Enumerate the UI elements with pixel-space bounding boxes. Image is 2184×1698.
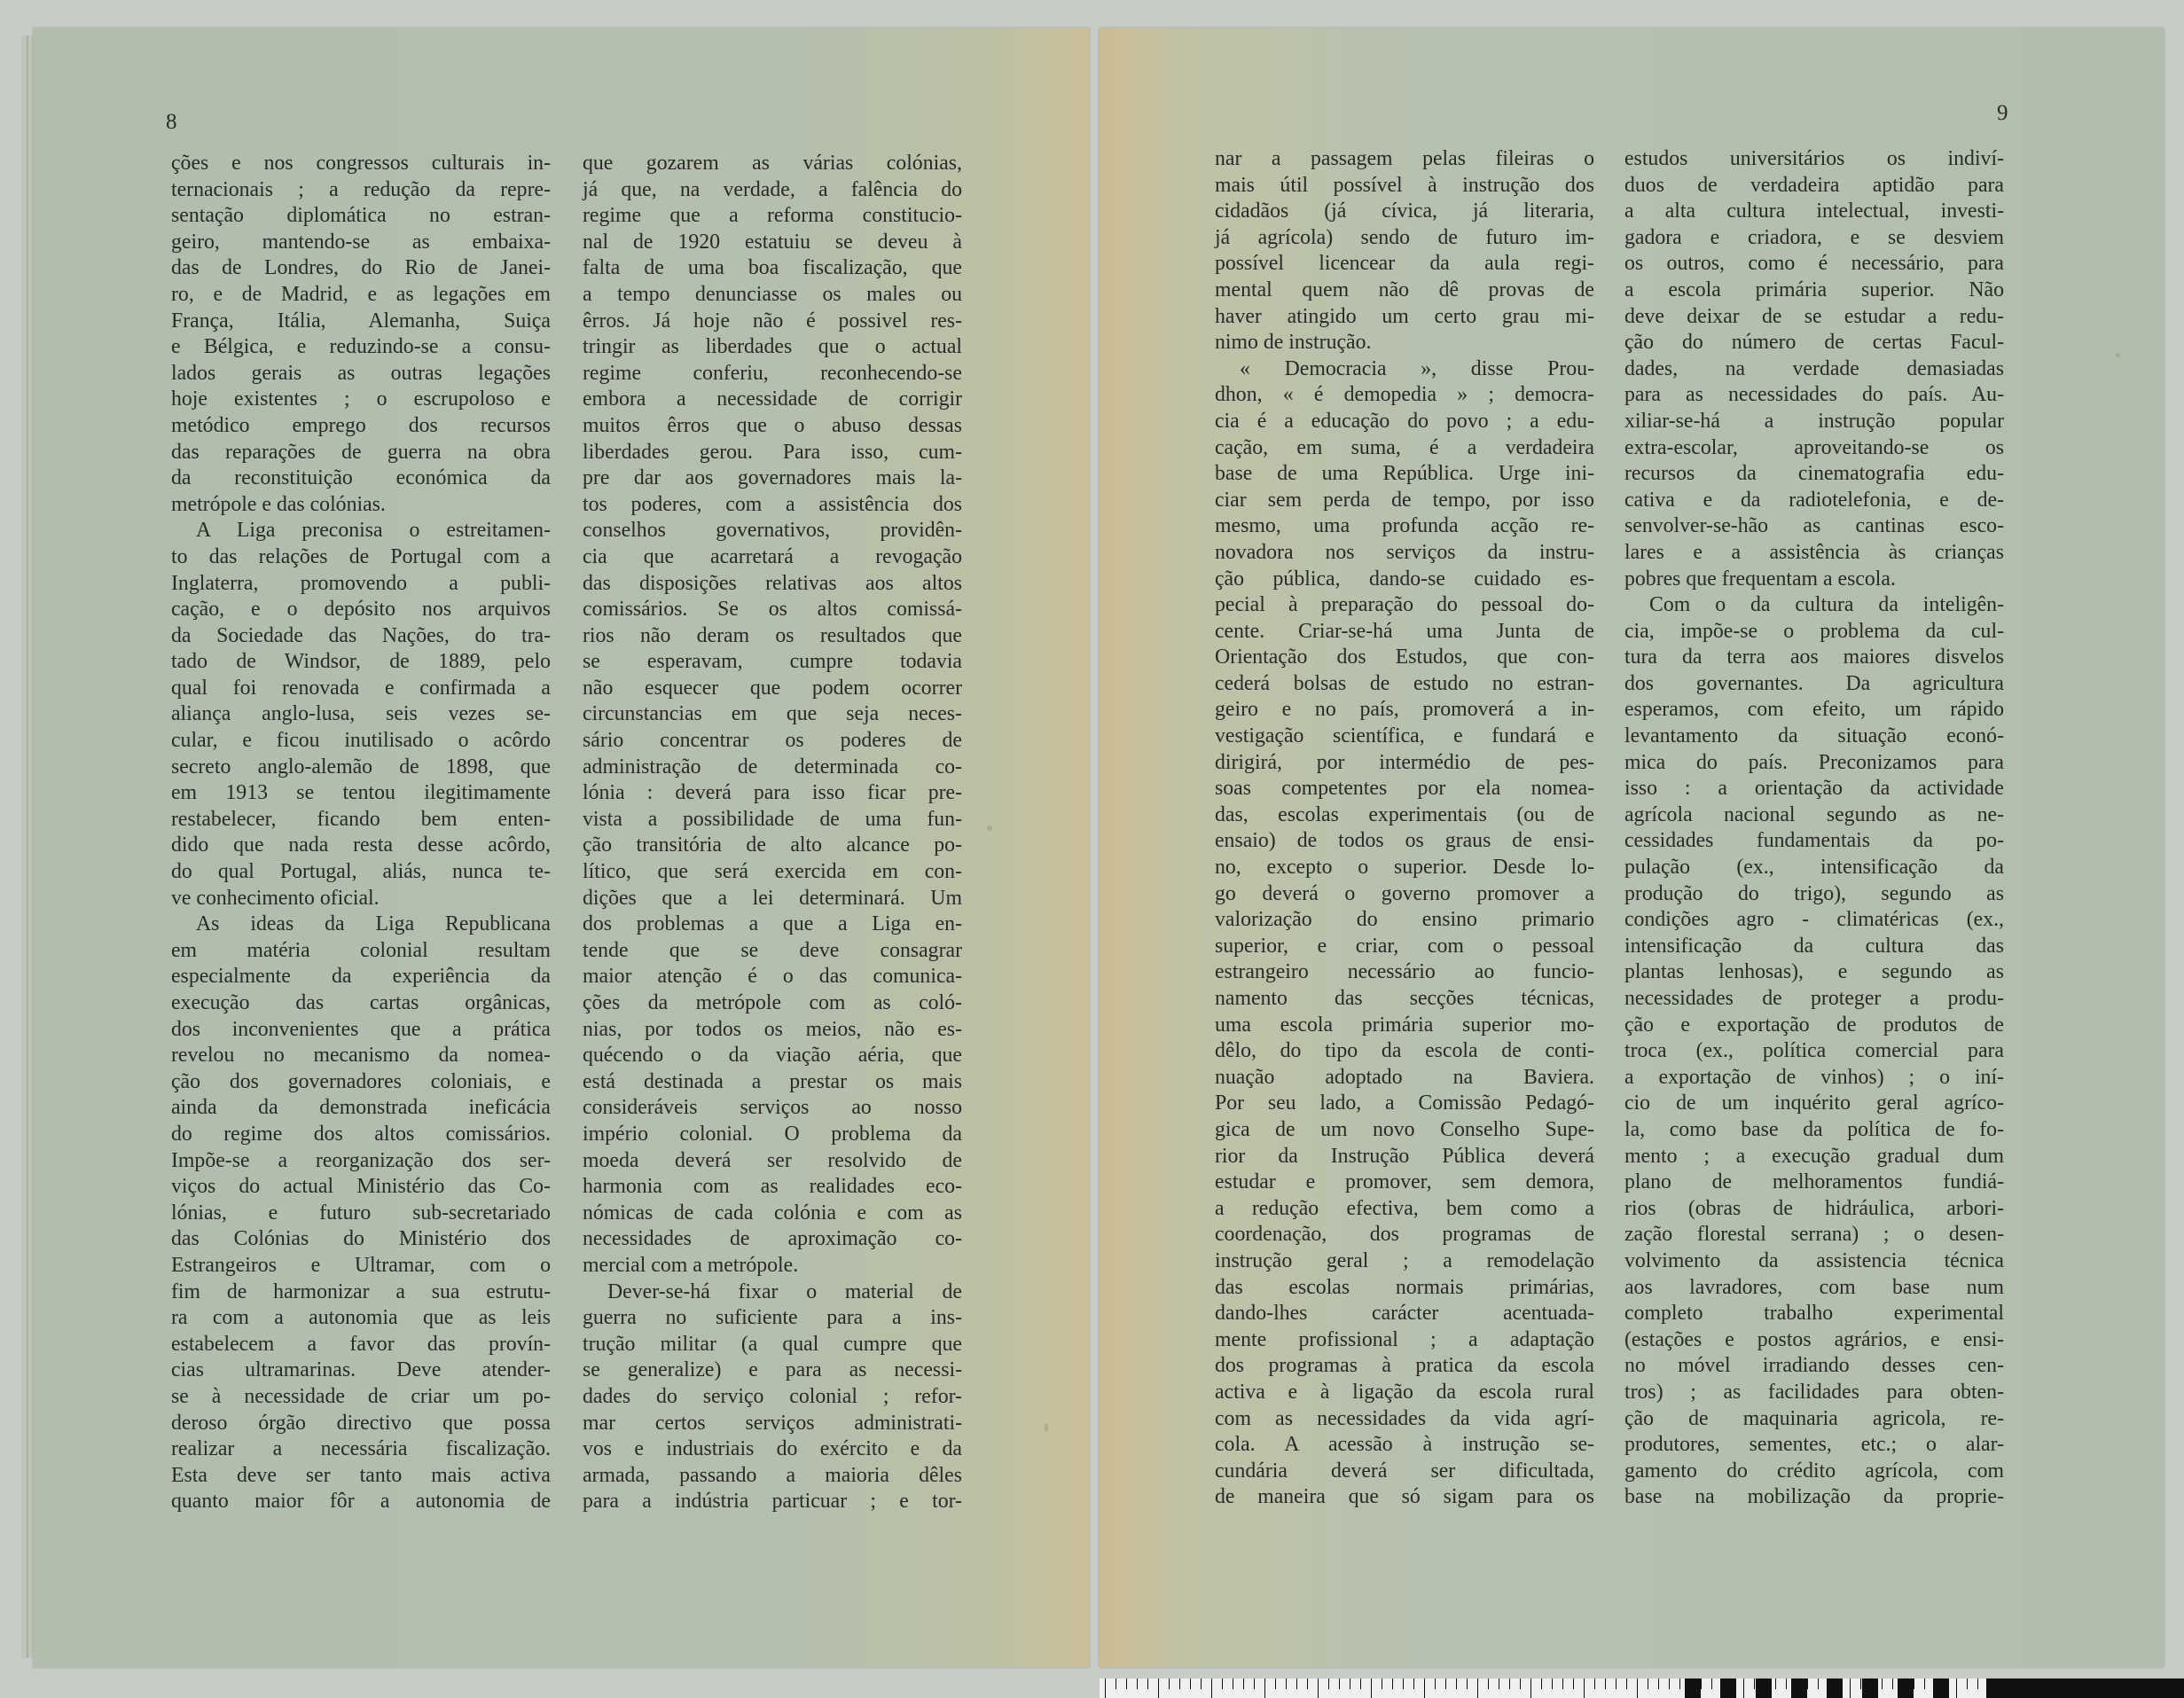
text-line: estabelecem a favor das provín- [171, 1332, 551, 1356]
ruler-tick [1488, 1678, 1489, 1689]
text-line: revelou no mecanismo da nomea- [171, 1044, 551, 1068]
ruler-tick [1190, 1678, 1191, 1689]
ruler-tick [1818, 1678, 1819, 1689]
text-line: ções da metrópole com as coló- [583, 991, 962, 1014]
ruler-tick [1605, 1678, 1606, 1689]
ruler-tick [1147, 1678, 1148, 1689]
text-line: estudar e promover, sem demora, [1215, 1170, 1594, 1194]
text-line: Com o da cultura da inteligên- [1649, 593, 2004, 617]
ruler-tick [1275, 1678, 1276, 1689]
ruler-tick [1137, 1678, 1138, 1689]
ruler-tick [1892, 1678, 1893, 1689]
text-line: se generalize) e para as necessi- [583, 1358, 962, 1382]
ruler-tick [1211, 1678, 1212, 1698]
text-line: dos problemas a que a Liga en- [583, 912, 962, 936]
text-line: cio de um inquérito geral agríco- [1624, 1092, 2004, 1115]
text-line: maior atenção é o das comunica- [583, 965, 962, 989]
ruler-tick [1456, 1678, 1457, 1689]
ruler-tick [1743, 1678, 1744, 1698]
text-line: ção do número de certas Facul- [1624, 331, 2004, 355]
text-line: das disposições relativas aos altos [583, 571, 962, 595]
text-line: geiro, mantendo-se as embaixa- [171, 230, 551, 254]
text-line: vos e industriais do exército e da [583, 1437, 962, 1461]
ruler-tick [1860, 1678, 1861, 1689]
text-line: ainda da demonstrada ineficácia [171, 1096, 551, 1120]
page-number-left: 8 [166, 110, 177, 134]
text-line: harmonia com as realidades eco- [583, 1175, 962, 1199]
text-line: no móvel irradiando desses cen- [1624, 1354, 2004, 1378]
ruler-tick [1254, 1678, 1255, 1689]
ruler-tick [1754, 1678, 1755, 1689]
left-page-column-1 [171, 151, 551, 1515]
text-line: guerra no suficiente para a ins- [583, 1306, 962, 1330]
text-line: no, excepto o superior. Desde lo- [1215, 856, 1594, 880]
ruler-tick [1179, 1678, 1180, 1689]
ruler-tick [1392, 1678, 1393, 1689]
ruler-tick [1296, 1678, 1297, 1689]
text-line: sário concentrar os poderes de [583, 729, 962, 753]
text-line: Impõe-se a reorganização dos ser- [171, 1148, 551, 1172]
text-line: pobres que frequentam a escola. [1624, 567, 1896, 591]
text-line: lónias, e futuro sub-secretariado [171, 1201, 551, 1225]
text-line: com as necessidades da vida agrí- [1215, 1406, 1594, 1430]
ruler-tick [1403, 1678, 1404, 1689]
text-line: embora a necessidade de corrigir [583, 387, 962, 411]
text-line: não esquecer que podem ocorrer [583, 676, 962, 700]
text-line: isso : a orientação da actividade [1624, 777, 2004, 801]
text-line: recursos da cinematografia edu- [1624, 462, 2004, 486]
ruler-tick [1977, 1678, 1978, 1689]
text-line: ve conhecimento oficial. [171, 886, 380, 910]
text-line: em matéria colonial resultam [171, 938, 551, 962]
page-number-right: 9 [1997, 101, 2008, 125]
text-line: conselhos governativos, providên- [583, 519, 962, 543]
text-line: nómicas de cada colónia e com as [583, 1201, 962, 1225]
text-line: os outros, como é necessário, para [1624, 252, 2004, 276]
ruler-tick [1807, 1678, 1808, 1689]
text-line: duos de verdadeira aptidão para [1624, 173, 2004, 197]
text-line: aos lavradores, com base num [1624, 1275, 2004, 1299]
text-line: tringir as liberdades que o actual [583, 335, 962, 359]
text-line: metrópole e das colónias. [171, 492, 386, 516]
text-line: mica do país. Preconizamos para [1624, 750, 2004, 774]
text-line: valorização do ensino primario [1215, 908, 1594, 932]
ruler-tick [1562, 1678, 1563, 1689]
text-line: ensaio) de todos os graus de ensi- [1215, 829, 1594, 853]
text-line: deroso órgão directivo que possa [171, 1411, 551, 1435]
text-line: qual foi renovada e confirmada a [171, 676, 551, 700]
text-line: execução das cartas orgânicas, [171, 991, 551, 1014]
text-line: haver atingido um certo grau mi- [1215, 304, 1594, 328]
text-line: tado de Windsor, de 1889, pelo [171, 650, 551, 674]
text-line: dos inconvenientes que a prática [171, 1017, 551, 1041]
text-line: A Liga preconisa o estreitamen- [196, 519, 551, 543]
ruler-tick [1573, 1678, 1574, 1689]
ruler-tick [1882, 1678, 1883, 1689]
text-line: soas competentes por ela nomea- [1215, 777, 1594, 801]
text-line: base na mobilização da proprie- [1624, 1485, 2004, 1509]
text-line: em 1913 se tentou ilegitimamente [171, 781, 551, 805]
text-line: gadora e criadora, e se desviem [1624, 225, 2004, 249]
text-line: dos programas à pratica da escola [1215, 1354, 1594, 1378]
left-page-column-2 [583, 151, 962, 1515]
text-line: dades do serviço colonial ; refor- [583, 1384, 962, 1408]
ruler-tick [1541, 1678, 1542, 1689]
text-line: deve deixar de se estudar a redu- [1624, 304, 2004, 328]
text-line: cente. Criar-se-há uma Junta de [1215, 619, 1594, 643]
text-line: dades, na verdade demasiadas [1624, 356, 2004, 380]
text-line: êrros. Já hoje não é possivel res- [583, 309, 962, 333]
ruler-tick [1552, 1678, 1553, 1689]
text-line: nias, por todos os meios, não es- [583, 1017, 962, 1041]
text-line: vestigação scientífica, e fundará e [1215, 724, 1594, 748]
text-line: cação, e o depósito nos arquivos [171, 598, 551, 622]
text-line: gamento do crédito agrícola, com [1624, 1459, 2004, 1483]
text-line: ção de maquinaria agricola, re- [1624, 1406, 2004, 1430]
ruler-block [1933, 1678, 1949, 1698]
text-line: realizar a necessária fiscalização. [171, 1437, 551, 1461]
ruler-tick [1424, 1678, 1425, 1698]
ruler-tick [1669, 1678, 1670, 1689]
text-line: intensificação da cultura das [1624, 934, 2004, 958]
ruler-tick [1413, 1678, 1414, 1689]
text-line: cessidades fundamentais da po- [1624, 829, 2004, 853]
text-line: regime que a reforma constitucio- [583, 204, 962, 228]
text-line: cular, e ficou inutilisado o acôrdo [171, 729, 551, 753]
text-line: « Democracia », disse Prou- [1240, 356, 1594, 380]
text-line: xiliar-se-há a instrução popular [1624, 409, 2004, 433]
text-line: sentação diplomática no estran- [171, 204, 551, 228]
text-line: para a indústria particuar ; e tor- [583, 1490, 962, 1514]
text-line: mento ; a execução gradual dum [1624, 1144, 2004, 1168]
text-line: necessidades de proteger a produ- [1624, 987, 2004, 1010]
text-line: já que, na verdade, a falência do [583, 177, 962, 201]
text-line: estudos universitários os indiví- [1624, 147, 2004, 170]
ruler-block [1685, 1678, 1701, 1698]
ruler-tick [1679, 1678, 1680, 1689]
text-line: quécendo o da viação aéria, que [583, 1044, 962, 1068]
text-line: cia que acarretará a revogação [583, 544, 962, 568]
ruler-tick [1243, 1678, 1244, 1689]
text-line: império colonial. O problema da [583, 1122, 962, 1146]
text-line: a alta cultura intelectual, investi- [1624, 200, 2004, 223]
ruler-tick [1126, 1678, 1127, 1689]
text-line: rior da Instrução Pública deverá [1215, 1144, 1594, 1168]
text-line: para as necessidades do país. Au- [1624, 383, 2004, 407]
text-line: secreto anglo-alemão de 1898, que [171, 755, 551, 779]
text-line: base de uma República. Urge ini- [1215, 462, 1594, 486]
text-line: restabelecer, ficando bem enten- [171, 807, 551, 831]
ruler-tick [1222, 1678, 1223, 1689]
text-line: lónia : deverá para isso ficar pre- [583, 781, 962, 805]
text-line: tos poderes, com a assistência dos [583, 492, 962, 516]
text-line: possível licencear da aula regi- [1215, 252, 1594, 276]
text-line: a redução efectiva, bem como a [1215, 1196, 1594, 1220]
ruler-tick [1307, 1678, 1308, 1689]
ruler-tick [1158, 1678, 1159, 1698]
text-line: nimo de instrução. [1215, 331, 1372, 355]
text-line: a tempo denunciasse os males ou [583, 282, 962, 306]
ruler-tick [1626, 1678, 1627, 1689]
text-line: das Colónias do Ministério dos [171, 1227, 551, 1251]
text-line: namento das secções técnicas, [1215, 987, 1594, 1010]
ruler-block [1827, 1678, 1843, 1698]
text-line: da reconstituição económica da [171, 466, 551, 490]
text-line: lítico, que será exercida em con- [583, 860, 962, 884]
text-line: dirigirá, por intermédio de pes- [1215, 750, 1594, 774]
text-line: nuação adoptado na Baviera. [1215, 1065, 1594, 1089]
text-line: das, escolas experimentais (ou de [1215, 802, 1594, 826]
text-line: do qual Portugal, aliás, nunca te- [171, 860, 551, 884]
ruler-tick [1435, 1678, 1436, 1689]
text-line: consideráveis serviços ao nosso [583, 1096, 962, 1120]
text-line: mar certos serviços administrati- [583, 1411, 962, 1435]
text-line: está destinada a prestar os mais [583, 1069, 962, 1093]
text-line: especialmente da experiência da [171, 965, 551, 989]
text-line: go deverá o governo promover a [1215, 881, 1594, 905]
ruler-tick [1318, 1678, 1319, 1698]
ruler-tick [1637, 1678, 1638, 1698]
text-line: condições agro - climatéricas (ex., [1624, 908, 2004, 932]
text-line: tura da terra aos maiores disvelos [1624, 646, 2004, 669]
text-line: superior, e criar, com o pessoal [1215, 934, 1594, 958]
text-line: dhon, « é demopedia » ; democra- [1215, 383, 1594, 407]
text-line: ciar sem perda de tempo, por isso [1215, 488, 1594, 512]
text-line: vista a possibilidade de uma fun- [583, 807, 962, 831]
scale-ruler [1100, 1678, 2184, 1698]
text-line: a exportação de vinhos) ; o iní- [1624, 1065, 2004, 1089]
ruler-tick [1701, 1678, 1702, 1689]
text-line: dido que nada resta desse acôrdo, [171, 833, 551, 857]
ruler-tick [1467, 1678, 1468, 1689]
text-line: regime conferiu, reconhecendo-se [583, 361, 962, 385]
text-line: cias ultramarinas. Deve atender- [171, 1358, 551, 1382]
text-line: geiro e no país, promoverá a in- [1215, 698, 1594, 722]
text-line: to das relações de Portugal com a [171, 544, 551, 568]
ruler-block [1862, 1678, 1878, 1698]
text-line: lados gerais as outras legações [171, 361, 551, 385]
text-line: la, como base da política de fo- [1624, 1117, 2004, 1141]
text-line: mesmo, uma profunda acção re- [1215, 514, 1594, 538]
ruler-tick [1371, 1678, 1372, 1698]
right-page-column-2 [1624, 146, 2004, 1511]
ruler-block [1756, 1678, 1772, 1698]
ruler-block [1986, 1678, 2184, 1698]
text-line: se à necessidade de criar um po- [171, 1384, 551, 1408]
ruler-tick [1115, 1678, 1116, 1689]
text-line: circunstancias em que seja neces- [583, 702, 962, 726]
text-line: agrícola nacional segundo as ne- [1624, 802, 2004, 826]
text-line: das escolas normais primárias, [1215, 1275, 1594, 1299]
text-line: ção transitória de alto alcance po- [583, 833, 962, 857]
text-line: ro, e de Madrid, e as legações em [171, 282, 551, 306]
ruler-tick [1169, 1678, 1170, 1689]
text-line: dando-lhes carácter acentuada- [1215, 1302, 1594, 1326]
text-line: muitos êrros que o abuso dessas [583, 413, 962, 437]
text-line: cundária deverá ser dificultada, [1215, 1459, 1594, 1483]
ruler-tick [1509, 1678, 1510, 1689]
ruler-tick [1594, 1678, 1595, 1689]
ruler-tick [1477, 1678, 1478, 1698]
text-line: pre dar aos governadores mais la- [583, 466, 962, 490]
text-line: cia, impõe-se o problema da cul- [1624, 619, 2004, 643]
text-line: fim de harmonizar a sua estrutu- [171, 1279, 551, 1303]
ruler-tick [1105, 1678, 1106, 1698]
text-line: senvolver-se-hão as cantinas esco- [1624, 514, 2004, 538]
text-line: uma escola primária superior mo- [1215, 1013, 1594, 1037]
text-line: mercial com a metrópole. [583, 1253, 799, 1277]
text-line: aliança anglo-lusa, seis vezes se- [171, 702, 551, 726]
text-line: quanto maior fôr a autonomia de [171, 1490, 551, 1514]
text-line: necessidades de aproximação co- [583, 1227, 962, 1251]
text-line: instrução geral ; a remodelação [1215, 1248, 1594, 1272]
text-line: activa e à ligação da escola rural [1215, 1380, 1594, 1404]
text-line: falta de uma boa fiscalização, que [583, 256, 962, 280]
text-line: do regime dos altos comissários. [171, 1122, 551, 1146]
ruler-block [1791, 1678, 1807, 1698]
text-line: troca (ex., política comercial para [1624, 1039, 2004, 1063]
ruler-tick [1520, 1678, 1521, 1689]
text-line: coordenação, dos programas de [1215, 1223, 1594, 1247]
text-line: a escola primária superior. Não [1624, 278, 2004, 301]
text-line: comissários. Se os altos comissá- [583, 598, 962, 622]
text-line: e Bélgica, e reduzindo-se a consu- [171, 335, 551, 359]
text-line: já agrícola) sendo de futuro im- [1215, 225, 1594, 249]
text-line: hoje existentes ; o escrupoloso e [171, 387, 551, 411]
text-line: cederá bolsas de estudo no estran- [1215, 671, 1594, 695]
text-line: pecial à preparação do pessoal do- [1215, 593, 1594, 617]
text-line: dos governantes. Da agricultura [1624, 671, 2004, 695]
ruler-tick [1286, 1678, 1287, 1689]
text-line: cação, em suma, é a verdadeira [1215, 435, 1594, 459]
text-line: Inglaterra, promovendo a publi- [171, 571, 551, 595]
ruler-tick [1445, 1678, 1446, 1689]
ruler-tick [1711, 1678, 1712, 1689]
text-line: mente profissional ; a adaptação [1215, 1327, 1594, 1351]
text-line: armada, passando a maioria dêles [583, 1463, 962, 1487]
text-line: estrangeiro necessário ao funcio- [1215, 960, 1594, 984]
text-line: levantamento da situação econó- [1624, 724, 2004, 748]
right-page-column-1 [1215, 146, 1594, 1511]
text-line: (estações e postos agrários, e ensi- [1624, 1327, 2004, 1351]
text-line: dêlo, do tipo da escola de conti- [1215, 1039, 1594, 1063]
text-line: rios (obras de hidráulica, arbori- [1624, 1196, 2004, 1220]
text-line: administração de determinada co- [583, 755, 962, 779]
text-line: tende que se deve consagrar [583, 938, 962, 962]
text-line: produção do trigo), segundo as [1624, 881, 2004, 905]
text-line: Orientação dos Estudos, que con- [1215, 646, 1594, 669]
text-line: Estrangeiros e Ultramar, com o [171, 1253, 551, 1277]
text-line: que gozarem as várias colónias, [583, 152, 962, 175]
paper-spot [1045, 1423, 1048, 1432]
text-line: ção pública, dando-se cuidado es- [1215, 567, 1594, 591]
text-line: As ideas da Liga Republicana [196, 912, 551, 936]
text-line: esperamos, com efeito, um rápido [1624, 698, 2004, 722]
text-line: moeda deverá ser resolvido de [583, 1148, 962, 1172]
text-line: nar a passagem pelas fileiras o [1215, 147, 1594, 170]
text-line: Dever-se-há fixar o material de [607, 1279, 962, 1303]
ruler-tick [1924, 1678, 1925, 1689]
ruler-tick [1786, 1678, 1787, 1689]
text-line: produtores, sementes, etc.; o alar- [1624, 1433, 2004, 1457]
text-line: Por seu lado, a Comissão Pedagó- [1215, 1092, 1594, 1115]
text-line: rios não deram os resultados que [583, 623, 962, 647]
ruler-tick [1658, 1678, 1659, 1689]
paper-spot [2116, 353, 2120, 357]
text-line: volvimento da assistencia técnica [1624, 1248, 2004, 1272]
ruler-tick [1584, 1678, 1585, 1698]
text-line: ra com a autonomia que as leis [171, 1306, 551, 1330]
ruler-tick [1967, 1678, 1968, 1689]
text-line: tros) ; as facilidades para obten- [1624, 1380, 2004, 1404]
text-line: ternacionais ; a redução da repre- [171, 177, 551, 201]
ruler-block [1898, 1678, 1914, 1698]
ruler-tick [1328, 1678, 1329, 1689]
ruler-tick [1201, 1678, 1202, 1689]
text-line: completo trabalho experimental [1624, 1302, 2004, 1326]
text-line: dições que a lei determinará. Um [583, 886, 962, 910]
text-line: viços do actual Ministério das Co- [171, 1175, 551, 1199]
text-line: liberdades gerou. Para isso, cum- [583, 440, 962, 464]
text-line: cola. A acessão à instrução se- [1215, 1433, 1594, 1457]
page-edge-line [27, 35, 28, 1658]
ruler-tick [1360, 1678, 1361, 1689]
text-line: zação florestal serrana) ; o desen- [1624, 1223, 2004, 1247]
text-line: mental quem não dê provas de [1215, 278, 1594, 301]
text-line: cia é a educação do povo ; a edu- [1215, 409, 1594, 433]
text-line: nal de 1920 estatuiu se deveu à [583, 230, 962, 254]
text-line: gica de um novo Conselho Supe- [1215, 1117, 1594, 1141]
text-line: plantas lenhosas), e segundo as [1624, 960, 2004, 984]
text-line: França, Itália, Alemanha, Suiça [171, 309, 551, 333]
text-line: ção e exportação de produtos de [1624, 1013, 2004, 1037]
text-line: metódico emprego dos recursos [171, 413, 551, 437]
text-line: novadora nos serviços da instru- [1215, 540, 1594, 564]
text-line: da Sociedade das Nações, do tra- [171, 623, 551, 647]
text-line: plano de melhoramentos fundiá- [1624, 1170, 2004, 1194]
ruler-tick [1339, 1678, 1340, 1689]
ruler-tick [1850, 1678, 1851, 1698]
text-line: ção dos governadores coloniais, e [171, 1069, 551, 1093]
text-line: cidadãos (já cívica, já literaria, [1215, 200, 1594, 223]
text-line: cativa e da radiotelefonia, e de- [1624, 488, 2004, 512]
text-line: das reparações de guerra na obra [171, 440, 551, 464]
paper-spot [987, 826, 992, 831]
ruler-tick [1530, 1678, 1531, 1698]
text-line: pulação (ex., intensificação da [1624, 856, 2004, 880]
text-line: mais útil possível à instrução dos [1215, 173, 1594, 197]
text-line: das de Londres, do Rio de Janei- [171, 256, 551, 280]
text-line: Esta deve ser tanto mais activa [171, 1463, 551, 1487]
ruler-tick [1956, 1678, 1957, 1698]
text-line: de maneira que só sigam para os [1215, 1485, 1594, 1509]
text-line: trução militar (a qual cumpre que [583, 1332, 962, 1356]
text-line: extra-escolar, aproveitando-se os [1624, 435, 2004, 459]
ruler-block [1720, 1678, 1736, 1698]
ruler-tick [1775, 1678, 1776, 1689]
text-line: lares e a assistência às crianças [1624, 540, 2004, 564]
text-line: se esperavam, cumpre todavia [583, 650, 962, 674]
text-line: ções e nos congressos culturais in- [171, 152, 551, 175]
ruler-tick [1264, 1678, 1265, 1698]
